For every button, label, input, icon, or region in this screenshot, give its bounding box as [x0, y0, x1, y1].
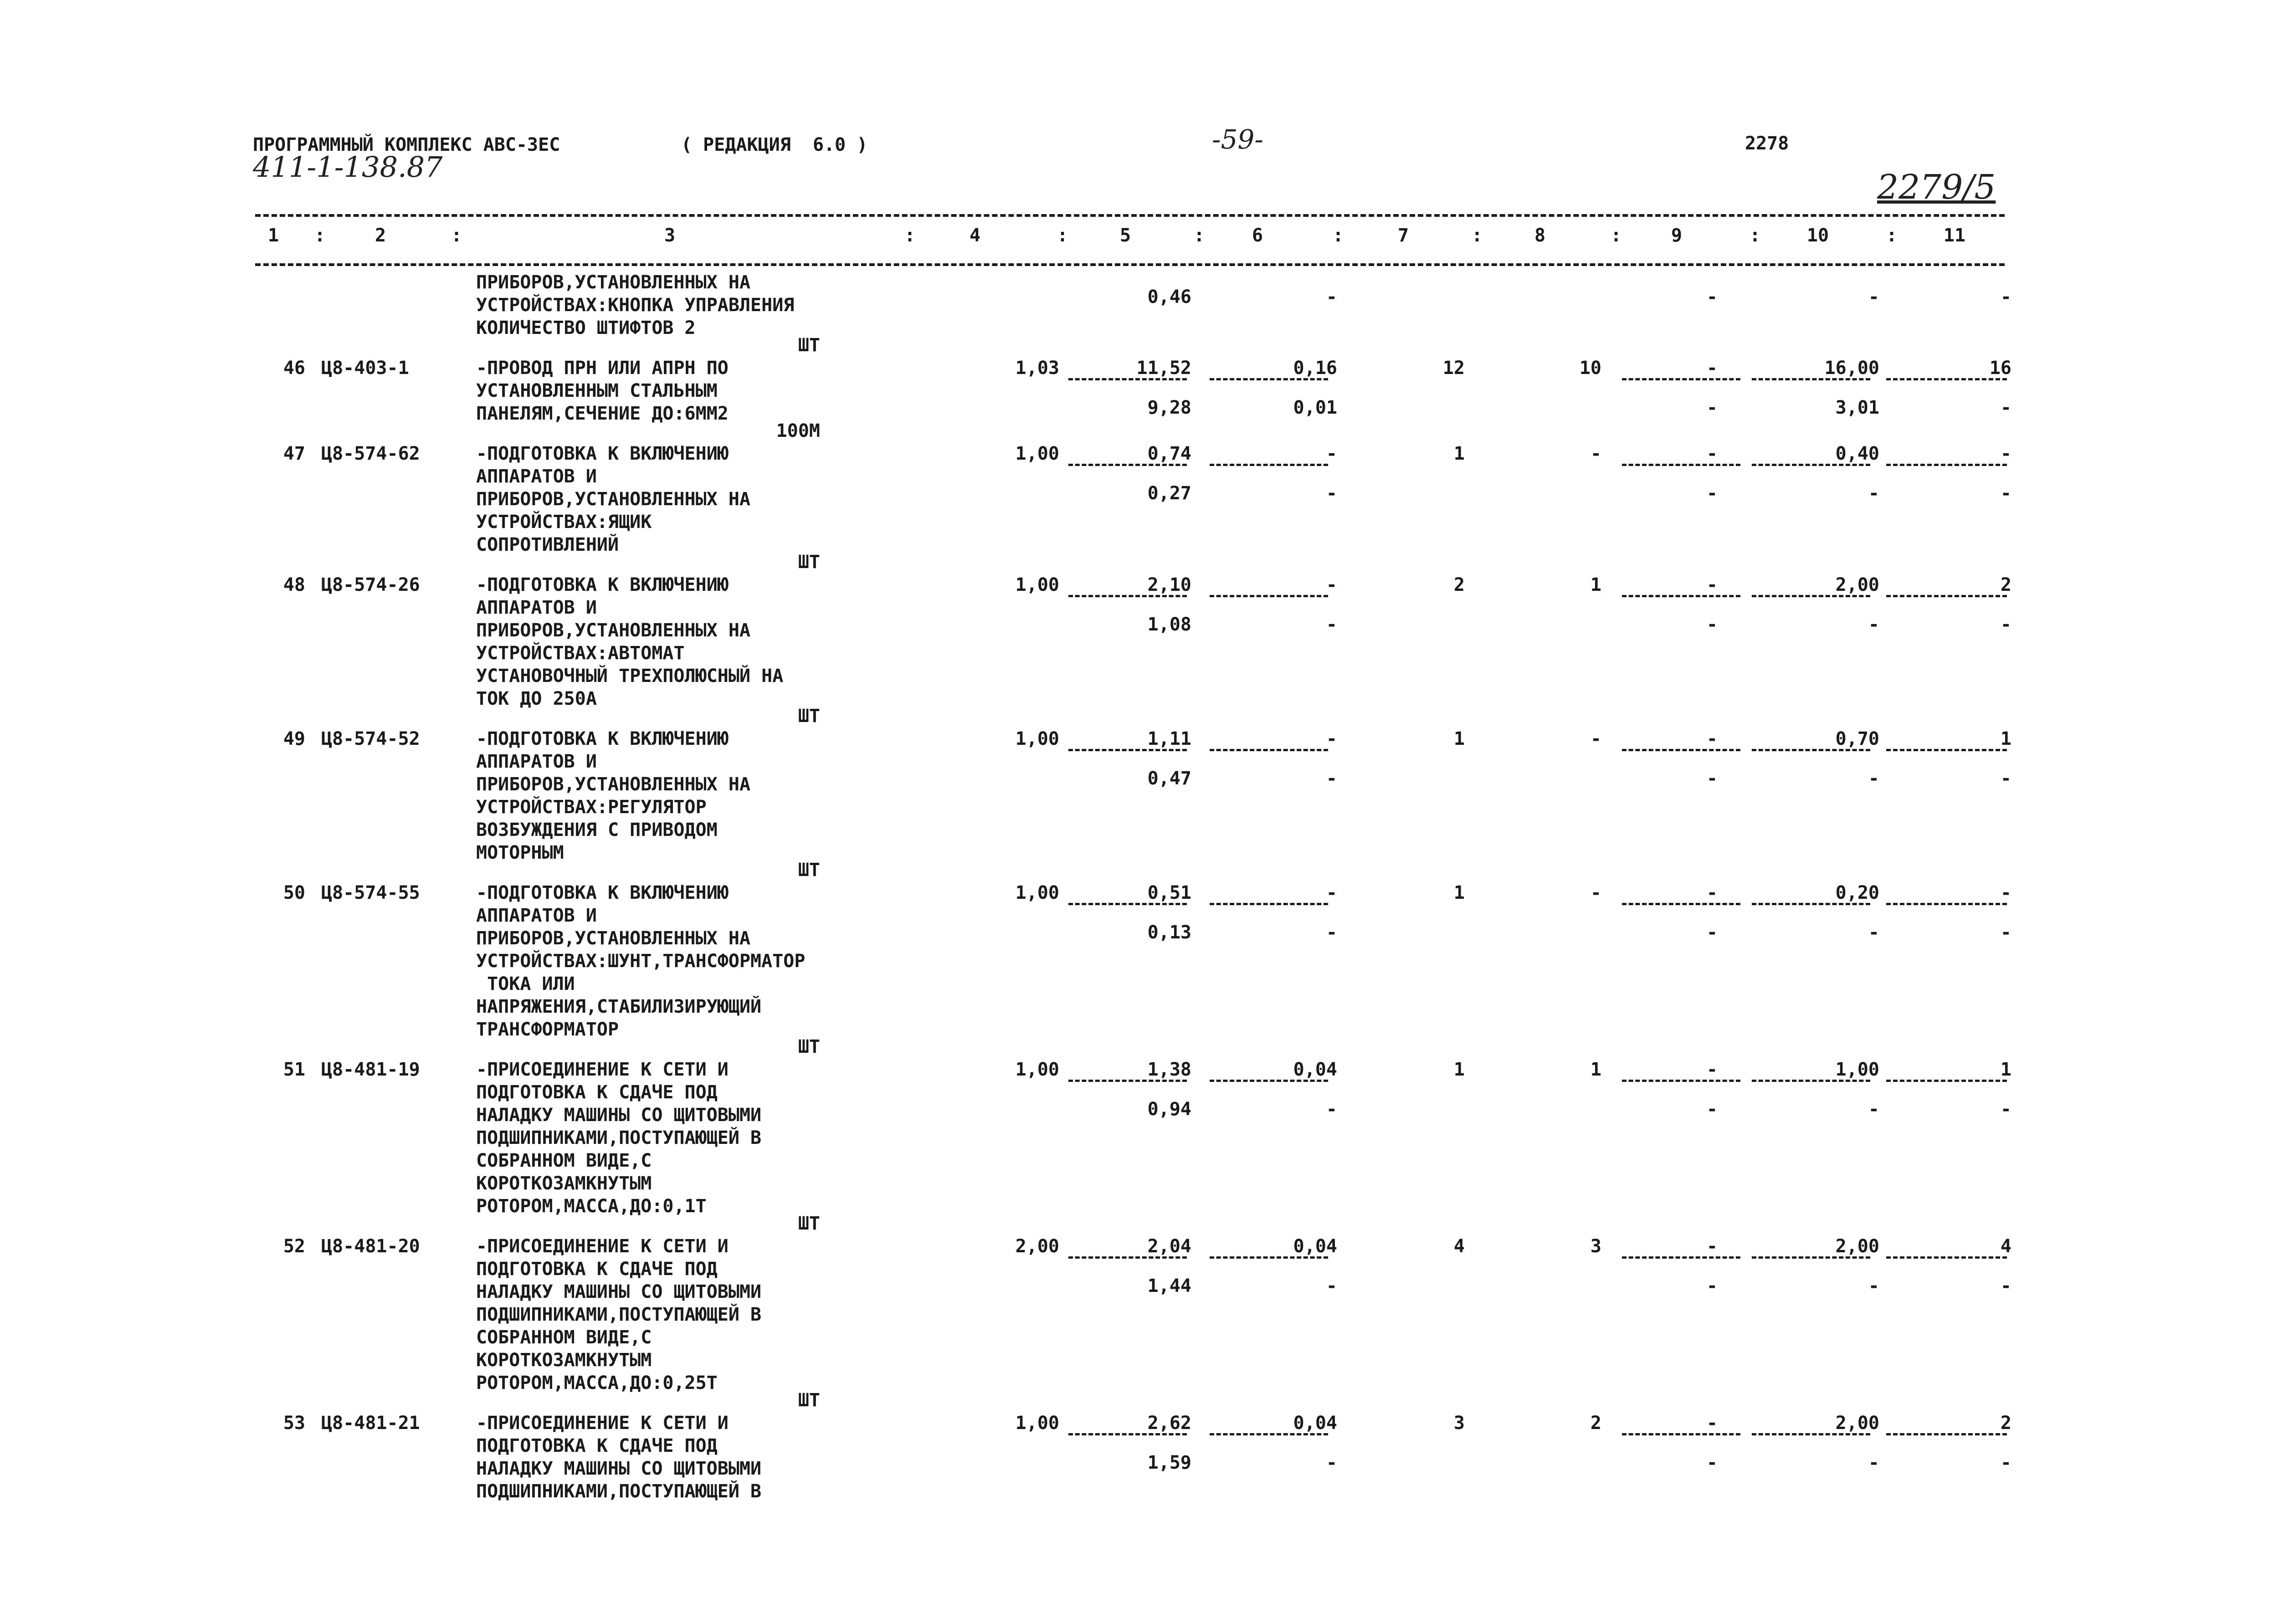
quantity-value: 1,00 — [1015, 1413, 1059, 1434]
item-description: ПРИБОРОВ,УСТАНОВЛЕННЫХ НА — [476, 620, 751, 641]
norm-code: Ц8-574-55 — [321, 882, 420, 903]
column-number: 5 — [1119, 225, 1131, 246]
subtotal-rule — [1622, 595, 1740, 597]
col5-value: 1,11 — [1147, 728, 1191, 749]
program-title: ПРОГРАММНЫЙ КОМПЛЕКС АВС-ЗЕС — [253, 134, 560, 155]
item-description: -ПРИСОЕДИНЕНИЕ К СЕТИ И — [476, 1413, 729, 1434]
item-description: ТОКА ИЛИ — [476, 973, 575, 994]
col6-subvalue: - — [1326, 1452, 1337, 1473]
col11-subvalue: - — [2000, 287, 2011, 307]
col11-subvalue: - — [2000, 922, 2011, 943]
col10-value: 2,00 — [1835, 1413, 1879, 1434]
column-number: 11 — [1943, 225, 1966, 246]
item-description: ПОДШИПНИКАМИ,ПОСТУПАЮЩЕЙ В — [476, 1481, 762, 1502]
item-description: ПОДГОТОВКА К СДАЧЕ ПОД — [476, 1259, 718, 1280]
quantity-value: 1,00 — [1015, 443, 1059, 464]
subtotal-rule — [1752, 749, 1870, 751]
column-separator: : — [1194, 225, 1205, 246]
unit-label: ШТ — [798, 1390, 820, 1411]
col6-value: - — [1326, 882, 1337, 903]
col11-subvalue: - — [2000, 614, 2011, 635]
subtotal-rule — [1622, 749, 1740, 751]
row-number: 53 — [283, 1413, 305, 1434]
col7-value: 4 — [1453, 1236, 1465, 1257]
col8-value: 1 — [1590, 574, 1601, 595]
subtotal-rule — [1068, 903, 1187, 905]
subtotal-rule — [1210, 1256, 1328, 1259]
col7-value: 2 — [1453, 574, 1465, 595]
col10-value: 16,00 — [1824, 358, 1879, 379]
column-separator: : — [1333, 225, 1344, 246]
norm-code: Ц8-481-20 — [321, 1236, 420, 1257]
item-description: ПОДШИПНИКАМИ,ПОСТУПАЮЩЕЙ В — [476, 1127, 762, 1148]
col9-subvalue: - — [1706, 1276, 1718, 1296]
subtotal-rule — [1068, 378, 1187, 380]
header-bottom-rule — [255, 263, 2005, 266]
col5-subvalue: 0,46 — [1147, 287, 1191, 307]
unit-label: ШТ — [798, 552, 820, 573]
subtotal-rule — [1886, 378, 2007, 380]
col5-subvalue: 0,13 — [1147, 922, 1191, 943]
col11-value: 4 — [2000, 1236, 2011, 1257]
row-number: 52 — [283, 1236, 305, 1257]
subtotal-rule — [1622, 378, 1740, 380]
item-description: ПОДГОТОВКА К СДАЧЕ ПОД — [476, 1435, 718, 1456]
col11-value: - — [2000, 882, 2011, 903]
col7-value: 1 — [1453, 443, 1465, 464]
subtotal-rule — [1210, 378, 1328, 380]
unit-label: ШТ — [798, 706, 820, 727]
col9-value: - — [1706, 1059, 1718, 1080]
subtotal-rule — [1068, 464, 1187, 466]
subtotal-rule — [1886, 1433, 2007, 1435]
subtotal-rule — [1622, 1256, 1740, 1259]
column-separator: : — [1750, 225, 1761, 246]
col11-subvalue: - — [2000, 1452, 2011, 1473]
header-top-rule — [255, 214, 2005, 217]
unit-label: ШТ — [798, 335, 820, 356]
column-separator: : — [904, 225, 916, 246]
col11-value: 2 — [2000, 574, 2011, 595]
col8-value: 3 — [1590, 1236, 1601, 1257]
col10-value: 2,00 — [1835, 1236, 1879, 1257]
item-description: ТРАНСФОРМАТОР — [476, 1019, 619, 1040]
column-number: 6 — [1252, 225, 1263, 246]
item-description: ПРИБОРОВ,УСТАНОВЛЕННЫХ НА — [476, 489, 751, 510]
subtotal-rule — [1752, 1433, 1870, 1435]
col11-subvalue: - — [2000, 1276, 2011, 1296]
item-description: КОРОТКОЗАМКНУТЫМ — [476, 1173, 652, 1194]
subtotal-rule — [1210, 464, 1328, 466]
col5-subvalue: 1,44 — [1147, 1276, 1191, 1296]
col10-subvalue: 3,01 — [1835, 397, 1879, 418]
col9-subvalue: - — [1706, 614, 1718, 635]
col7-value: 1 — [1453, 882, 1465, 903]
item-description: УСТРОЙСТВАХ:КНОПКА УПРАВЛЕНИЯ — [476, 295, 795, 316]
column-number: 10 — [1806, 225, 1829, 246]
subtotal-rule — [1752, 1080, 1870, 1082]
col5-subvalue: 0,94 — [1147, 1099, 1191, 1120]
col7-value: 1 — [1453, 728, 1465, 749]
column-number: 2 — [375, 225, 386, 246]
unit-label: ШТ — [798, 1036, 820, 1057]
subtotal-rule — [1752, 595, 1870, 597]
norm-code: Ц8-574-62 — [321, 443, 420, 464]
sheet-number: 2279/5 — [1877, 168, 1996, 207]
col10-subvalue: - — [1868, 483, 1879, 504]
col6-subvalue: - — [1326, 768, 1337, 789]
column-separator: : — [1057, 225, 1068, 246]
subtotal-rule — [1210, 595, 1328, 597]
edition-label: ( РЕДАКЦИЯ 6.0 ) — [681, 134, 868, 155]
subtotal-rule — [1752, 464, 1870, 466]
item-description: АППАРАТОВ И — [476, 751, 597, 772]
subtotal-rule — [1068, 595, 1187, 597]
item-description: -ПОДГОТОВКА К ВКЛЮЧЕНИЮ — [476, 882, 729, 903]
item-description: ПРИБОРОВ,УСТАНОВЛЕННЫХ НА — [476, 774, 751, 795]
row-number: 47 — [283, 443, 305, 464]
col9-subvalue: - — [1706, 397, 1718, 418]
col5-value: 2,62 — [1147, 1413, 1191, 1434]
col9-value: - — [1706, 1236, 1718, 1257]
quantity-value: 1,00 — [1015, 574, 1059, 595]
column-number: 9 — [1671, 225, 1683, 246]
col5-subvalue: 0,47 — [1147, 768, 1191, 789]
column-separator: : — [1472, 225, 1483, 246]
col5-value: 0,51 — [1147, 882, 1191, 903]
col10-value: 1,00 — [1835, 1059, 1879, 1080]
subtotal-rule — [1210, 749, 1328, 751]
subtotal-rule — [1068, 1080, 1187, 1082]
item-description: -ПРИСОЕДИНЕНИЕ К СЕТИ И — [476, 1236, 729, 1257]
item-description: УСТРОЙСТВАХ:РЕГУЛЯТОР — [476, 797, 707, 818]
subtotal-rule — [1886, 749, 2007, 751]
column-separator: : — [1611, 225, 1622, 246]
item-description: -ПОДГОТОВКА К ВКЛЮЧЕНИЮ — [476, 443, 729, 464]
record-number: 2278 — [1745, 133, 1789, 154]
item-description: АППАРАТОВ И — [476, 905, 597, 926]
item-description: ПРИБОРОВ,УСТАНОВЛЕННЫХ НА — [476, 928, 751, 949]
row-number: 48 — [283, 574, 305, 595]
item-description: -ПРОВОД ПРН ИЛИ АПРН ПО — [476, 358, 729, 379]
col6-subvalue: - — [1326, 287, 1337, 307]
norm-code: Ц8-574-26 — [321, 574, 420, 595]
item-description: КОРОТКОЗАМКНУТЫМ — [476, 1350, 652, 1371]
col10-value: 0,40 — [1835, 443, 1879, 464]
subtotal-rule — [1886, 1256, 2007, 1259]
subtotal-rule — [1068, 749, 1187, 751]
item-description: РОТОРОМ,МАССА,ДО:0,25Т — [476, 1373, 718, 1393]
subtotal-rule — [1068, 1433, 1187, 1435]
item-description: УСТАНОВОЧНЫЙ ТРЕХПОЛЮСНЫЙ НА — [476, 666, 784, 686]
item-description: АППАРАТОВ И — [476, 597, 597, 618]
item-description: НАПРЯЖЕНИЯ,СТАБИЛИЗИРУЮЩИЙ — [476, 996, 762, 1017]
col10-subvalue: - — [1868, 1099, 1879, 1120]
subtotal-rule — [1622, 464, 1740, 466]
subtotal-rule — [1068, 1256, 1187, 1259]
col5-value: 2,10 — [1147, 574, 1191, 595]
norm-code: Ц8-481-19 — [321, 1059, 420, 1080]
col6-subvalue: - — [1326, 614, 1337, 635]
item-description: СОБРАННОМ ВИДЕ,С — [476, 1150, 652, 1171]
norm-code: Ц8-481-21 — [321, 1413, 420, 1434]
col5-subvalue: 1,59 — [1147, 1452, 1191, 1473]
unit-label: 100М — [776, 420, 820, 441]
row-number: 49 — [283, 728, 305, 749]
item-description: СОБРАННОМ ВИДЕ,С — [476, 1327, 652, 1348]
unit-label: ШТ — [798, 1213, 820, 1234]
col7-value: 12 — [1442, 358, 1465, 379]
item-description: СОПРОТИВЛЕНИЙ — [476, 534, 619, 555]
col6-value: - — [1326, 574, 1337, 595]
col6-value: 0,04 — [1293, 1413, 1337, 1434]
col8-value: 2 — [1590, 1413, 1601, 1434]
col6-value: - — [1326, 443, 1337, 464]
col10-subvalue: - — [1868, 922, 1879, 943]
col6-subvalue: - — [1326, 1276, 1337, 1296]
col9-value: - — [1706, 728, 1718, 749]
item-description: НАЛАДКУ МАШИНЫ СО ЩИТОВЫМИ — [476, 1105, 762, 1126]
subtotal-rule — [1210, 903, 1328, 905]
col11-subvalue: - — [2000, 483, 2011, 504]
quantity-value: 1,03 — [1015, 358, 1059, 379]
subtotal-rule — [1886, 595, 2007, 597]
column-number: 4 — [969, 225, 981, 246]
col9-value: - — [1706, 443, 1718, 464]
col7-value: 3 — [1453, 1413, 1465, 1434]
quantity-value: 1,00 — [1015, 728, 1059, 749]
subtotal-rule — [1210, 1080, 1328, 1082]
item-description: УСТРОЙСТВАХ:ЯЩИК — [476, 512, 652, 533]
col11-subvalue: - — [2000, 397, 2011, 418]
col11-value: 1 — [2000, 1059, 2011, 1080]
quantity-value: 1,00 — [1015, 882, 1059, 903]
col9-subvalue: - — [1706, 1099, 1718, 1120]
item-description: -ПОДГОТОВКА К ВКЛЮЧЕНИЮ — [476, 574, 729, 595]
col5-subvalue: 1,08 — [1147, 614, 1191, 635]
column-separator: : — [451, 225, 462, 246]
col5-subvalue: 9,28 — [1147, 397, 1191, 418]
col8-value: - — [1590, 443, 1601, 464]
col9-subvalue: - — [1706, 768, 1718, 789]
quantity-value: 2,00 — [1015, 1236, 1059, 1257]
col10-value: 0,70 — [1835, 728, 1879, 749]
item-description: МОТОРНЫМ — [476, 842, 564, 863]
col6-value: 0,16 — [1293, 358, 1337, 379]
subtotal-rule — [1752, 903, 1870, 905]
col11-subvalue: - — [2000, 1099, 2011, 1120]
col10-subvalue: - — [1868, 287, 1879, 307]
subtotal-rule — [1210, 1433, 1328, 1435]
col6-value: 0,04 — [1293, 1236, 1337, 1257]
col6-subvalue: - — [1326, 483, 1337, 504]
item-description: -ПОДГОТОВКА К ВКЛЮЧЕНИЮ — [476, 728, 729, 749]
column-number: 1 — [267, 225, 279, 246]
item-description: ПОДШИПНИКАМИ,ПОСТУПАЮЩЕЙ В — [476, 1304, 762, 1325]
col8-value: 1 — [1590, 1059, 1601, 1080]
row-number: 50 — [283, 882, 305, 903]
col9-value: - — [1706, 358, 1718, 379]
col11-value: 2 — [2000, 1413, 2011, 1434]
col11-value: 16 — [1989, 358, 2011, 379]
subtotal-rule — [1886, 903, 2007, 905]
col5-value: 1,38 — [1147, 1059, 1191, 1080]
item-description: КОЛИЧЕСТВО ШТИФТОВ 2 — [476, 318, 696, 338]
item-description: РОТОРОМ,МАССА,ДО:0,1Т — [476, 1196, 707, 1217]
col9-subvalue: - — [1706, 1452, 1718, 1473]
col6-value: 0,04 — [1293, 1059, 1337, 1080]
item-description: УСТРОЙСТВАХ:ШУНТ,ТРАНСФОРМАТОР — [476, 951, 806, 972]
column-number: 8 — [1534, 225, 1546, 246]
col5-subvalue: 0,27 — [1147, 483, 1191, 504]
item-description: УСТРОЙСТВАХ:АВТОМАТ — [476, 643, 685, 664]
col8-value: 10 — [1579, 358, 1601, 379]
item-description: УСТАНОВЛЕННЫМ СТАЛЬНЫМ — [476, 380, 718, 401]
col9-subvalue: - — [1706, 287, 1718, 307]
col6-value: - — [1326, 728, 1337, 749]
item-description: НАЛАДКУ МАШИНЫ СО ЩИТОВЫМИ — [476, 1281, 762, 1302]
column-number: 3 — [664, 225, 676, 246]
item-description: ТОК ДО 250А — [476, 688, 597, 709]
col8-value: - — [1590, 882, 1601, 903]
col6-subvalue: - — [1326, 922, 1337, 943]
col6-subvalue: 0,01 — [1293, 397, 1337, 418]
col5-value: 0,74 — [1147, 443, 1191, 464]
col5-value: 2,04 — [1147, 1236, 1191, 1257]
subtotal-rule — [1886, 464, 2007, 466]
norm-code: Ц8-574-52 — [321, 728, 420, 749]
item-description: ПОДГОТОВКА К СДАЧЕ ПОД — [476, 1082, 718, 1103]
col9-subvalue: - — [1706, 922, 1718, 943]
item-description: -ПРИСОЕДИНЕНИЕ К СЕТИ И — [476, 1059, 729, 1080]
norm-code: Ц8-403-1 — [321, 358, 409, 379]
document-code: 411-1-138.87 — [253, 150, 443, 184]
col9-subvalue: - — [1706, 483, 1718, 504]
subtotal-rule — [1886, 1080, 2007, 1082]
col10-subvalue: - — [1868, 614, 1879, 635]
subtotal-rule — [1622, 1080, 1740, 1082]
quantity-value: 1,00 — [1015, 1059, 1059, 1080]
col9-value: - — [1706, 1413, 1718, 1434]
col8-value: - — [1590, 728, 1601, 749]
col10-value: 0,20 — [1835, 882, 1879, 903]
subtotal-rule — [1622, 903, 1740, 905]
row-number: 46 — [283, 358, 305, 379]
col9-value: - — [1706, 574, 1718, 595]
subtotal-rule — [1752, 378, 1870, 380]
col11-value: - — [2000, 443, 2011, 464]
col11-value: 1 — [2000, 728, 2011, 749]
item-description: ВОЗБУЖДЕНИЯ С ПРИВОДОМ — [476, 820, 718, 840]
col7-value: 1 — [1453, 1059, 1465, 1080]
row-number: 51 — [283, 1059, 305, 1080]
column-separator: : — [314, 225, 326, 246]
subtotal-rule — [1752, 1256, 1870, 1259]
col10-subvalue: - — [1868, 1276, 1879, 1296]
unit-label: ШТ — [798, 860, 820, 881]
item-description: ПАНЕЛЯМ,СЕЧЕНИЕ ДО:6ММ2 — [476, 403, 729, 424]
column-number: 7 — [1397, 225, 1409, 246]
item-description: НАЛАДКУ МАШИНЫ СО ЩИТОВЫМИ — [476, 1458, 762, 1479]
col6-subvalue: - — [1326, 1099, 1337, 1120]
item-description: ПРИБОРОВ,УСТАНОВЛЕННЫХ НА — [476, 272, 751, 293]
column-separator: : — [1886, 225, 1898, 246]
col10-subvalue: - — [1868, 1452, 1879, 1473]
page-number: -59- — [1212, 124, 1263, 155]
col10-subvalue: - — [1868, 768, 1879, 789]
col9-value: - — [1706, 882, 1718, 903]
col5-value: 11,52 — [1136, 358, 1191, 379]
subtotal-rule — [1622, 1433, 1740, 1435]
col11-subvalue: - — [2000, 768, 2011, 789]
item-description: АППАРАТОВ И — [476, 466, 597, 487]
col10-value: 2,00 — [1835, 574, 1879, 595]
